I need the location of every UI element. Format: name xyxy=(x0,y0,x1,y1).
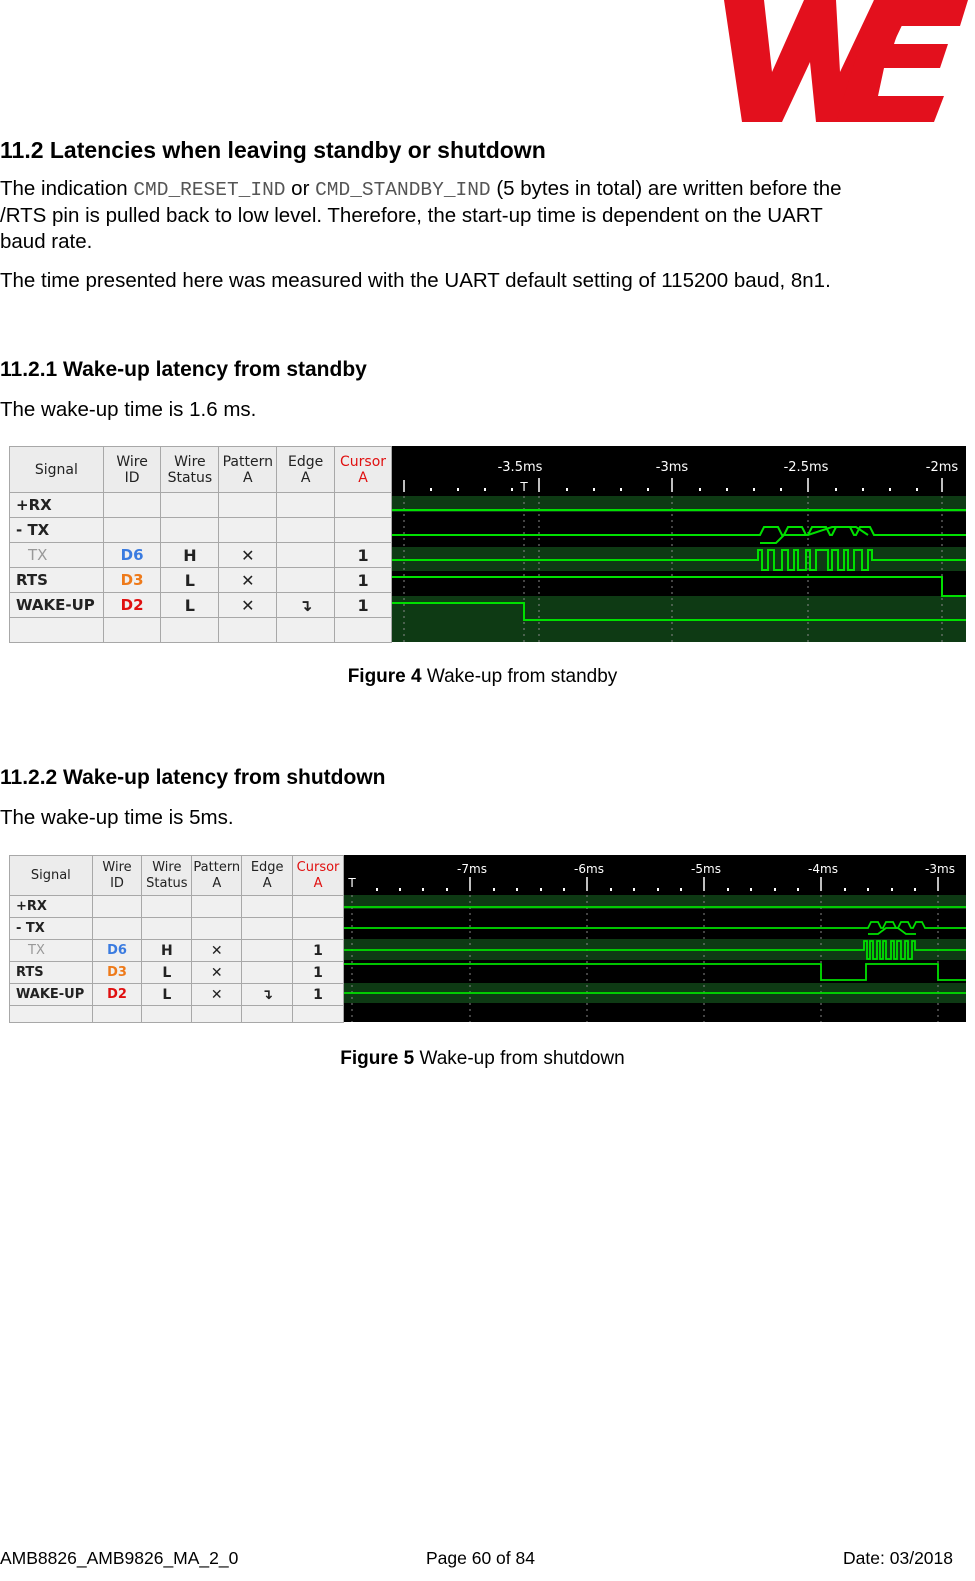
time-label: -3.5ms xyxy=(497,460,543,475)
table-row: RTS D3 L ✕ 1 xyxy=(10,568,392,593)
table-row: +RX xyxy=(10,896,344,918)
logic-analyzer-figure-shutdown xyxy=(9,855,966,1022)
figure-caption-standby: Figure 4 Wake-up from standby xyxy=(347,666,618,687)
time-label: -4ms xyxy=(808,862,838,876)
table-row: - TX xyxy=(10,918,344,940)
signal-table xyxy=(9,446,392,643)
figure-caption-shutdown: Figure 5 Wake-up from shutdown xyxy=(340,1048,625,1069)
signal-table: Signal Wire ID Wire Status Pattern A Edge A Cursor A +RX - TX TX D6 H ✕ 1 RTS D3 L ✕ 1 WAKE-UP D2 L ✕ ↴ 1 xyxy=(9,855,344,1023)
footer-date: Date: 03/2018 xyxy=(843,1548,953,1568)
measurement-paragraph: The time presented here was measured with the UART default setting of 115200 baud, 8n1. xyxy=(0,269,831,292)
intro-paragraph: The indication CMD_RESET_IND or CMD_STANDBY_IND (5 bytes in total) are written before the /RTS pin is pulled back to low level. Therefore, the start-up time is dependent on the UART baud rate. xyxy=(0,177,842,253)
subsection-title-standby: 11.2.1 Wake-up latency from standby xyxy=(0,358,367,381)
standby-wakeup-text: The wake-up time is 1.6 ms. xyxy=(0,398,257,421)
code-cmd-standby-ind: CMD_STANDBY_IND xyxy=(315,179,491,201)
table-row: WAKE-UP D2 L ✕ ↴ 1 xyxy=(10,593,392,618)
header-edge: Edge A xyxy=(277,447,335,493)
waveform-shutdown xyxy=(344,855,966,1022)
footer-page-number: Page 60 of 84 xyxy=(426,1548,535,1568)
footer-doc-id: AMB8826_AMB9826_MA_2_0 xyxy=(0,1548,239,1568)
trigger-marker: T xyxy=(520,480,528,494)
code-cmd-reset-ind: CMD_RESET_IND xyxy=(133,179,286,201)
time-label: -3ms xyxy=(925,862,955,876)
subsection-title-shutdown: 11.2.2 Wake-up latency from shutdown xyxy=(0,766,386,789)
time-label: -7ms xyxy=(457,862,487,876)
waveform-standby xyxy=(392,446,966,642)
table-row: +RX xyxy=(10,493,392,518)
shutdown-wakeup-text: The wake-up time is 5ms. xyxy=(0,806,234,829)
logic-analyzer-figure-standby xyxy=(9,446,966,642)
time-label: -2ms xyxy=(925,460,959,475)
header-pattern: Pattern A xyxy=(219,447,277,493)
table-row: - TX xyxy=(10,518,392,543)
table-row: RTS D3 L ✕ 1 xyxy=(10,962,344,984)
header-wire-status: Wire Status xyxy=(161,447,219,493)
time-label: -5ms xyxy=(691,862,721,876)
header-cursor: Cursor A xyxy=(335,447,392,493)
time-label: -6ms xyxy=(574,862,604,876)
time-label: -3ms xyxy=(655,460,689,475)
trigger-marker: T xyxy=(348,876,356,890)
section-title: 11.2 Latencies when leaving standby or shutdown xyxy=(0,137,546,163)
table-row: TX D6 H ✕ 1 xyxy=(10,940,344,962)
header-wire-id: Wire ID xyxy=(103,447,161,493)
time-label: -2.5ms xyxy=(783,460,829,475)
table-row: WAKE-UP D2 L ✕ ↴ 1 xyxy=(10,984,344,1006)
we-logo xyxy=(724,0,968,122)
table-row: TX D6 H ✕ 1 xyxy=(10,543,392,568)
header-signal: Signal xyxy=(10,447,104,493)
